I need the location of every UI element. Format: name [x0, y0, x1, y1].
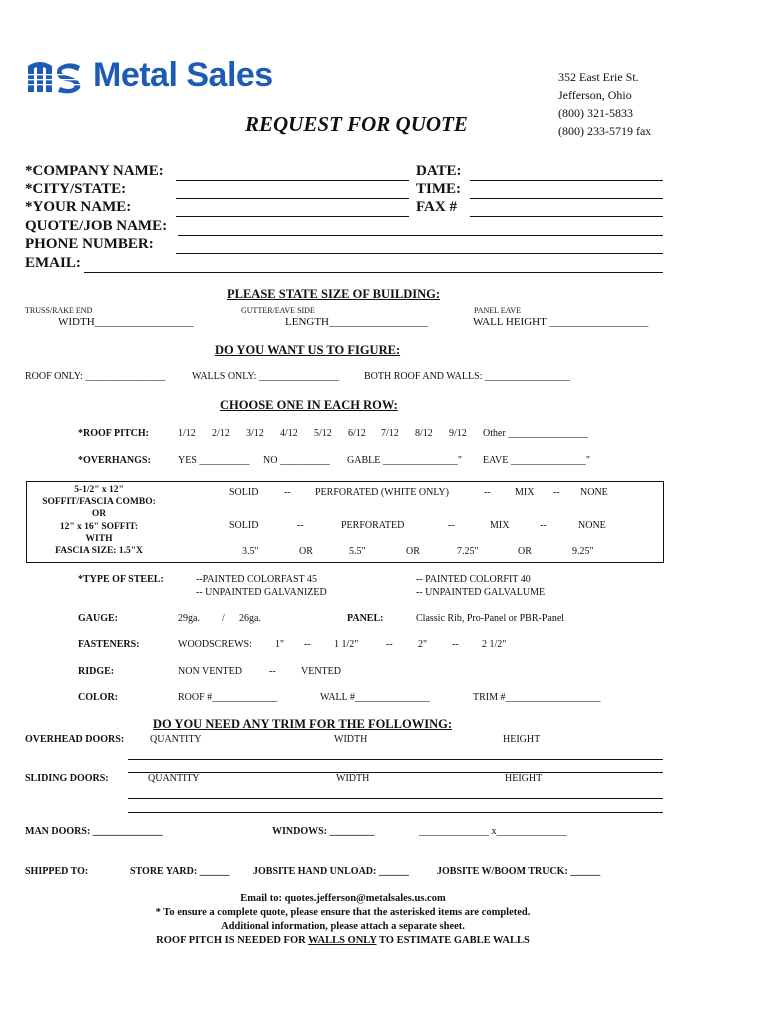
footer-note-part: ROOF PITCH IS NEEDED FOR: [156, 935, 309, 946]
pitch-option[interactable]: 2/12: [212, 428, 230, 439]
separator: --: [540, 520, 547, 531]
windows-dims-field[interactable]: ______________ x______________: [419, 826, 567, 837]
company-field[interactable]: [176, 180, 409, 181]
woodscrews-label: WOODSCREWS:: [178, 639, 252, 650]
footer-email[interactable]: Email to: quotes.jefferson@metalsales.us.com: [240, 893, 446, 904]
address-block: [558, 68, 651, 140]
fascia-9-25[interactable]: 9.25": [572, 546, 594, 557]
address-line: 352 East Erie St.: [558, 70, 639, 84]
overhead-line-1[interactable]: [128, 759, 663, 760]
fax-label: FAX #: [416, 199, 457, 215]
footer-notes: [0, 892, 686, 948]
address-line: (800) 321-5833: [558, 106, 633, 120]
email-field[interactable]: [84, 272, 663, 273]
overhangs-gable-field[interactable]: GABLE _______________": [347, 455, 462, 466]
phone-field[interactable]: [176, 253, 663, 254]
steel-colorfast-45[interactable]: --PAINTED COLORFAST 45: [196, 574, 317, 585]
separator: --: [448, 520, 455, 531]
overhead-doors-label: OVERHEAD DOORS:: [25, 734, 125, 745]
separator: --: [269, 666, 276, 677]
soffit-combo-mix[interactable]: MIX: [515, 487, 535, 498]
ridge-vented[interactable]: VENTED: [301, 666, 341, 677]
steel-unpainted-galvanized[interactable]: -- UNPAINTED GALVANIZED: [196, 587, 327, 598]
pitch-option[interactable]: 4/12: [280, 428, 298, 439]
separator: --: [297, 520, 304, 531]
width-field[interactable]: WIDTH__________________: [58, 316, 194, 328]
separator: --: [386, 639, 393, 650]
pitch-other-field[interactable]: Other ________________: [483, 428, 589, 439]
overhead-height-label: HEIGHT: [503, 734, 541, 745]
sliding-line-2[interactable]: [128, 812, 663, 813]
overhangs-yes-field[interactable]: YES __________: [178, 455, 250, 466]
separator: OR: [406, 546, 420, 557]
walls-only-field[interactable]: WALLS ONLY: ________________: [192, 371, 339, 382]
panel-value: Classic Rib, Pro-Panel or PBR-Panel: [416, 613, 565, 624]
sliding-line-1[interactable]: [128, 798, 663, 799]
separator: /: [222, 613, 225, 624]
truss-rake-end-label: TRUSS/RAKE END: [25, 306, 93, 315]
sliding-height-label: HEIGHT: [505, 773, 543, 784]
pitch-option[interactable]: 7/12: [381, 428, 399, 439]
soffit-none[interactable]: NONE: [578, 520, 606, 531]
soffit-solid[interactable]: SOLID: [229, 520, 259, 531]
separator: --: [452, 639, 459, 650]
overhangs-eave-field[interactable]: EAVE _______________": [483, 455, 590, 466]
soffit-mix[interactable]: MIX: [490, 520, 510, 531]
jobsite-boom-truck-field[interactable]: JOBSITE W/BOOM TRUCK: ______: [437, 866, 601, 877]
separator: --: [304, 639, 311, 650]
quote-job-label: QUOTE/JOB NAME:: [25, 218, 168, 234]
panel-eave-label: PANEL EAVE: [474, 306, 522, 315]
gauge-label: GAUGE:: [78, 613, 118, 624]
overhead-quantity-label: QUANTITY: [150, 734, 202, 745]
gauge-29[interactable]: 29ga.: [178, 613, 200, 624]
wall-height-field[interactable]: WALL HEIGHT __________________: [473, 316, 649, 328]
date-field[interactable]: [470, 180, 663, 181]
trim-heading: DO YOU NEED ANY TRIM FOR THE FOLLOWING:: [153, 717, 452, 731]
soffit-label-line: FASCIA SIZE: 1.5"X: [55, 546, 143, 557]
city-field[interactable]: [176, 198, 409, 199]
separator: --: [284, 487, 291, 498]
color-roof-field[interactable]: ROOF #_____________: [178, 692, 278, 703]
pitch-option[interactable]: 9/12: [449, 428, 467, 439]
soffit-combo-perforated[interactable]: PERFORATED (WHITE ONLY): [315, 487, 449, 498]
address-line: (800) 233-5719 fax: [558, 124, 652, 138]
soffit-label-line: WITH: [85, 533, 113, 544]
ridge-non-vented[interactable]: NON VENTED: [178, 666, 242, 677]
sliding-quantity-label: QUANTITY: [148, 773, 200, 784]
soffit-combo-none[interactable]: NONE: [580, 487, 608, 498]
fascia-7-25[interactable]: 7.25": [457, 546, 479, 557]
roof-pitch-label: *ROOF PITCH:: [78, 428, 150, 439]
steel-unpainted-galvalume[interactable]: -- UNPAINTED GALVALUME: [416, 587, 546, 598]
footer-note-part: TO ESTIMATE GABLE WALLS: [376, 935, 530, 946]
fascia-5-5[interactable]: 5.5": [349, 546, 366, 557]
separator: OR: [299, 546, 313, 557]
company-label: *COMPANY NAME:: [25, 163, 164, 179]
steel-type-label: *TYPE OF STEEL:: [78, 574, 164, 585]
soffit-combo-solid[interactable]: SOLID: [229, 487, 259, 498]
separator: OR: [518, 546, 532, 557]
separator: --: [553, 487, 560, 498]
store-yard-field[interactable]: STORE YARD: ______: [130, 866, 230, 877]
separator: --: [484, 487, 491, 498]
overhangs-label: *OVERHANGS:: [78, 455, 151, 466]
sliding-width-label: WIDTH: [336, 773, 370, 784]
walls-only-emphasis: WALLS ONLY: [308, 935, 377, 946]
pitch-option[interactable]: 5/12: [314, 428, 332, 439]
overhead-line-2[interactable]: [128, 772, 663, 773]
fastener-1[interactable]: 1": [275, 639, 285, 650]
pitch-option[interactable]: 8/12: [415, 428, 433, 439]
pitch-option[interactable]: 1/12: [178, 428, 196, 439]
overhangs-no-field[interactable]: NO __________: [263, 455, 330, 466]
time-field[interactable]: [470, 198, 663, 199]
quote-job-field[interactable]: [178, 235, 663, 236]
sliding-doors-label: SLIDING DOORS:: [25, 773, 109, 784]
windows-field[interactable]: WINDOWS: _________: [272, 826, 375, 837]
soffit-label-line: OR: [91, 509, 107, 520]
color-label: COLOR:: [78, 692, 118, 703]
fasteners-label: FASTENERS:: [78, 639, 140, 650]
building-size-heading: PLEASE STATE SIZE OF BUILDING:: [227, 287, 441, 301]
jobsite-hand-unload-field[interactable]: JOBSITE HAND UNLOAD: ______: [253, 866, 409, 877]
soffit-perforated[interactable]: PERFORATED: [341, 520, 405, 531]
city-label: *CITY/STATE:: [25, 181, 127, 197]
overhead-width-label: WIDTH: [334, 734, 368, 745]
date-label: DATE:: [416, 163, 462, 179]
fastener-2-5[interactable]: 2 1/2": [482, 639, 507, 650]
fastener-1-5[interactable]: 1 1/2": [334, 639, 359, 650]
steel-colorfit-40[interactable]: -- PAINTED COLORFIT 40: [416, 574, 531, 585]
soffit-label-line: SOFFIT/FASCIA COMBO:: [42, 497, 156, 508]
choose-heading: CHOOSE ONE IN EACH ROW:: [220, 398, 398, 412]
soffit-label-block: [28, 484, 170, 557]
email-label: EMAIL:: [25, 255, 81, 271]
shipped-to-label: SHIPPED TO:: [25, 866, 89, 877]
man-doors-field[interactable]: MAN DOORS: ______________: [25, 826, 163, 837]
footer-note: * To ensure a complete quote, please ensure that the asterisked items are completed.: [155, 907, 531, 918]
color-wall-field[interactable]: WALL #_______________: [320, 692, 430, 703]
ridge-label: RIDGE:: [78, 666, 115, 677]
footer-note: Additional information, please attach a separate sheet.: [221, 921, 465, 932]
fascia-3-5[interactable]: 3.5": [242, 546, 259, 557]
pitch-option[interactable]: 3/12: [246, 428, 264, 439]
length-field[interactable]: LENGTH__________________: [285, 316, 428, 328]
both-roof-walls-field[interactable]: BOTH ROOF AND WALLS: _________________: [364, 371, 570, 382]
pitch-option[interactable]: 6/12: [348, 428, 366, 439]
gauge-26[interactable]: 26ga.: [239, 613, 261, 624]
gutter-eave-side-label: GUTTER/EAVE SIDE: [241, 306, 315, 315]
color-trim-field[interactable]: TRIM #___________________: [473, 692, 601, 703]
address-line: Jefferson, Ohio: [558, 88, 632, 102]
page-title: REQUEST FOR QUOTE: [245, 112, 468, 136]
footer-note: [0, 934, 686, 948]
phone-label: PHONE NUMBER:: [25, 236, 154, 252]
panel-label: PANEL:: [347, 613, 384, 624]
your-name-field[interactable]: [176, 216, 409, 217]
fax-field[interactable]: [470, 216, 663, 217]
logo-text: Metal Sales: [93, 56, 273, 94]
roof-only-field[interactable]: ROOF ONLY: ________________: [25, 371, 166, 382]
fastener-2[interactable]: 2": [418, 639, 428, 650]
your-name-label: *YOUR NAME:: [25, 199, 132, 215]
time-label: TIME:: [416, 181, 461, 197]
ms-logo-mark-icon: [28, 60, 90, 94]
figure-heading: DO YOU WANT US TO FIGURE:: [215, 343, 401, 357]
soffit-label-line: 5-1/2" x 12": [74, 485, 124, 495]
soffit-label-line: 12" x 16" SOFFIT:: [59, 521, 139, 532]
